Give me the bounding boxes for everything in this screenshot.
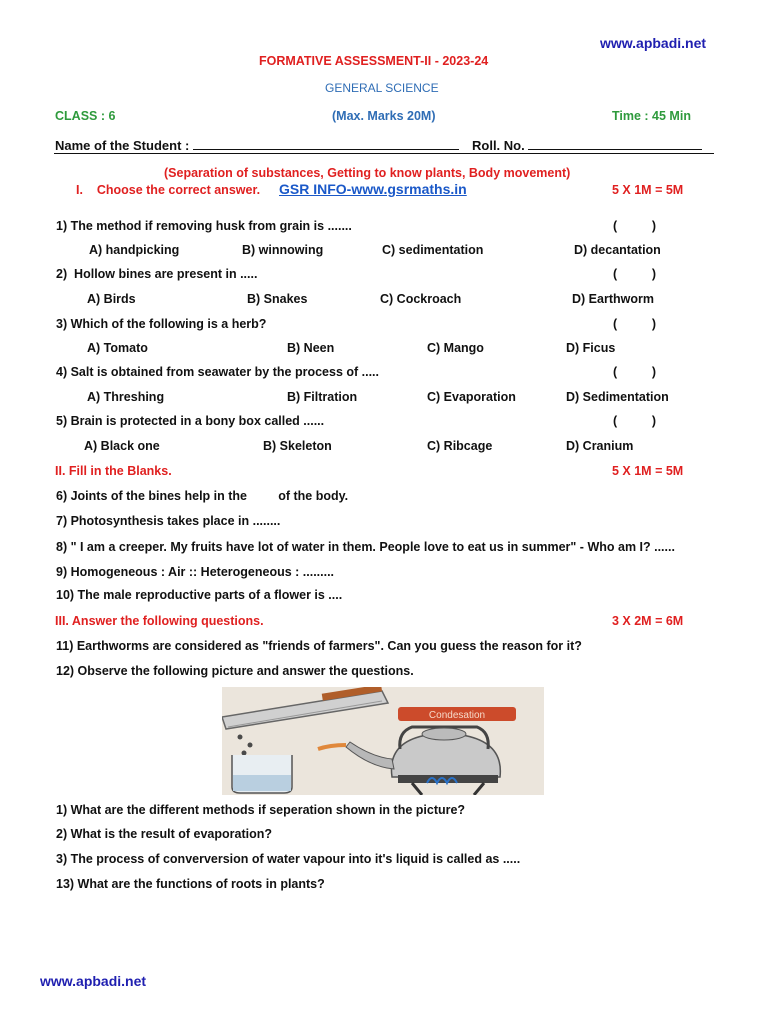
header-divider <box>54 153 714 154</box>
student-name-field[interactable] <box>193 136 459 150</box>
q3-option-a[interactable]: A) Tomato <box>87 341 148 355</box>
roll-no-row <box>472 136 702 153</box>
gsr-info-link[interactable]: GSR INFO-www.gsrmaths.in <box>279 181 467 197</box>
q3-option-d[interactable]: D) Ficus <box>566 341 616 355</box>
section3-marks: 3 X 2M = 6M <box>612 614 684 628</box>
sub-question-1: 1) What are the different methods if seperation shown in the picture? <box>56 803 466 817</box>
fill-blank-8: 8) " I am a creeper. My fruits have lot of water in them. People love to eat us in summer" - Who am I? ...... <box>56 540 675 554</box>
q1-option-b[interactable]: B) winnowing <box>242 243 324 257</box>
q2-option-d[interactable]: D) Earthworm <box>572 292 654 306</box>
section2-heading: II. Fill in the Blanks. <box>55 464 172 478</box>
q2-option-a[interactable]: A) Birds <box>87 292 136 306</box>
max-marks: (Max. Marks 20M) <box>332 109 436 123</box>
answer-box-3[interactable]: ( ) <box>613 317 657 331</box>
answer-box-5[interactable]: ( ) <box>613 414 657 428</box>
question-11: 11) Earthworms are considered as "friends of farmers". Can you guess the reason for it? <box>56 639 582 653</box>
question-3: 3) Which of the following is a herb? <box>56 317 267 331</box>
fill-blank-9: 9) Homogeneous : Air :: Heterogeneous : ......... <box>56 565 335 579</box>
section1-marks: 5 X 1M = 5M <box>612 183 684 197</box>
q5-option-d[interactable]: D) Cranium <box>566 439 634 453</box>
q1-option-a[interactable]: A) handpicking <box>89 243 180 257</box>
q3-option-c[interactable]: C) Mango <box>427 341 484 355</box>
section1-heading: I. Choose the correct answer. <box>76 183 261 197</box>
question-13: 13) What are the functions of roots in plants? <box>56 877 325 891</box>
section3-heading: III. Answer the following questions. <box>55 614 264 628</box>
answer-box-1[interactable]: ( ) <box>613 219 657 233</box>
q1-option-d[interactable]: D) decantation <box>574 243 661 257</box>
fill-blank-6: 6) Joints of the bines help in the of the body. <box>56 489 349 503</box>
sub-question-3: 3) The process of converversion of water vapour into it's liquid is called as ..... <box>56 852 521 866</box>
syllabus-topics: (Separation of substances, Getting to know plants, Body movement) <box>164 166 571 180</box>
student-name-row <box>55 136 459 153</box>
fill-blank-7: 7) Photosynthesis takes place in ........ <box>56 514 281 528</box>
roll-no-label: Roll. No. <box>472 138 525 153</box>
q1-option-c[interactable]: C) sedimentation <box>382 243 484 257</box>
class-label: CLASS : 6 <box>55 109 116 123</box>
q3-option-b[interactable]: B) Neen <box>287 341 335 355</box>
q4-option-b[interactable]: B) Filtration <box>287 390 358 404</box>
subject-title: GENERAL SCIENCE <box>325 81 439 95</box>
q5-option-b[interactable]: B) Skeleton <box>263 439 332 453</box>
student-name-label: Name of the Student : <box>55 138 190 153</box>
roll-no-field[interactable] <box>528 136 702 150</box>
q4-option-a[interactable]: A) Threshing <box>87 390 165 404</box>
fill-blank-10: 10) The male reproductive parts of a flower is .... <box>56 588 343 602</box>
section2-marks: 5 X 1M = 5M <box>612 464 684 478</box>
condensation-label: Condesation <box>428 710 486 721</box>
q5-option-c[interactable]: C) Ribcage <box>427 439 493 453</box>
sub-question-2: 2) What is the result of evaporation? <box>56 827 272 841</box>
exam-title: FORMATIVE ASSESSMENT-II - 2023-24 <box>259 54 489 68</box>
q4-option-d[interactable]: D) Sedimentation <box>566 390 669 404</box>
question-4: 4) Salt is obtained from seawater by the process of ..... <box>56 365 380 379</box>
q4-option-c[interactable]: C) Evaporation <box>427 390 516 404</box>
watermark-top[interactable]: www.apbadi.net <box>600 35 707 51</box>
question-1: 1) The method if removing husk from grain is ....... <box>56 219 352 233</box>
answer-box-2[interactable]: ( ) <box>613 267 657 281</box>
q5-option-a[interactable]: A) Black one <box>84 439 160 453</box>
watermark-bottom[interactable]: www.apbadi.net <box>40 973 147 989</box>
question-12: 12) Observe the following picture and answer the questions. <box>56 664 414 678</box>
condensation-picture <box>222 687 544 795</box>
time-label: Time : 45 Min <box>612 109 691 123</box>
q2-option-b[interactable]: B) Snakes <box>247 292 308 306</box>
question-5: 5) Brain is protected in a bony box called ...... <box>56 414 325 428</box>
q2-option-c[interactable]: C) Cockroach <box>380 292 462 306</box>
answer-box-4[interactable]: ( ) <box>613 365 657 379</box>
condensation-illustration <box>222 687 544 795</box>
question-2: 2) Hollow bines are present in ..... <box>56 267 258 281</box>
